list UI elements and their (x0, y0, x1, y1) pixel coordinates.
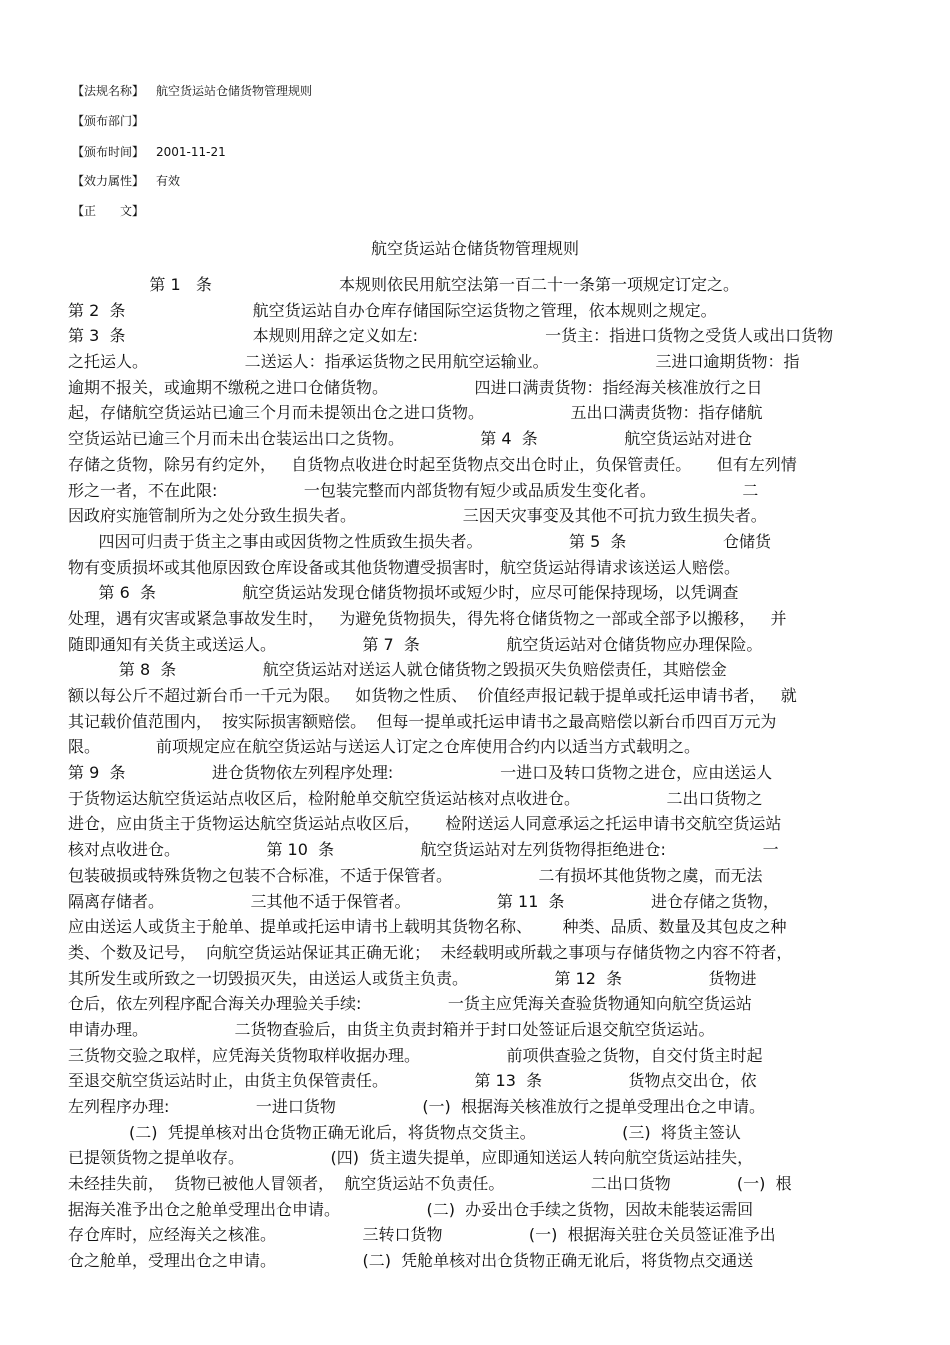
body-line: 之托运人。 二送运人：指承运货物之民用航空运输业。 三进口逾期货物：指 (68, 352, 800, 372)
body-line: 核对点收进仓。 第 10 条 航空货运站对左列货物得拒绝进仓: 一 (68, 840, 779, 860)
body-line: 第 8 条 航空货运站对送运人就仓储货物之毁损灭失负赔偿责任，其赔偿金 (68, 660, 727, 680)
body-line: 仓之舱单，受理出仓之申请。 (二) 凭舱单核对出仓货物正确无讹后，将货物点交通送 (68, 1251, 754, 1271)
body-line: 第 6 条 航空货运站发现仓储货物损坏或短少时，应尽可能保持现场，以凭调查 (68, 583, 739, 603)
body-line: 因政府实施管制所为之处分致生损失者。 三因天灾事变及其他不可抗力致生损失者。 (68, 506, 767, 526)
meta-body-label (72, 202, 156, 219)
body-line: 左列程序办理: 一进口货物 (一) 根据海关核准放行之提单受理出仓之申请。 (68, 1097, 765, 1116)
body-line: 第 1 条 本规则依民用航空法第一百二十一条第一项规定订定之。 (68, 275, 740, 294)
body-line: 仓后，依左列程序配合海关办理验关手续: 一货主应凭海关查验货物通知向航空货运站 (68, 994, 752, 1014)
meta-law-name-value: 航空货运站仓储货物管理规则 (156, 84, 313, 98)
meta-body-label-key: 【正 文】 (72, 204, 145, 218)
document-title: 航空货运站仓储货物管理规则 (370, 239, 579, 258)
body-line: 形之一者，不在此限: 一包装完整而内部货物有短少或品质发生变化者。 二 (68, 480, 759, 500)
body-line: 限。 前项规定应在航空货运站与送运人订定之仓库使用合约内以适当方式载明之。 (68, 737, 700, 757)
body-line: 至退交航空货运站时止，由货主负保管责任。 第 13 条 货物点交出仓，依 (68, 1071, 757, 1091)
body-line: 处理，遇有灾害或紧急事故发生时， 为避免货物损失，得先将仓储货物之一部或全部予以搬移， 并 (68, 608, 787, 628)
body-line: 据海关准予出仓之舱单受理出仓申请。 (二) 办妥出仓手续之货物，因故未能装运需回 (68, 1199, 754, 1219)
body-line: 起，存储航空货运站已逾三个月而未提领出仓之进口货物。 五出口满责货物：指存储航 (68, 403, 763, 423)
meta-issue-date-key: 【颁布时间】 (72, 145, 145, 159)
body-line: 隔离存储者。 三其他不适于保管者。 第 11 条 进仓存储之货物， (68, 891, 780, 911)
body-line: 应由送运人或货主于舱单、提单或托运申请书上载明其货物名称、 种类、品质、数量及其包皮之种 (68, 917, 787, 937)
body-line: 第 9 条 进仓货物依左列程序处理: 一进口及转口货物之进仓，应由送运人 (68, 763, 773, 783)
body-line: 其记载价值范围内， 按实际损害额赔偿。 但每一提单或托运申请书之最高赔偿以新台币四百万元为 (68, 711, 777, 731)
meta-law-name (72, 82, 312, 99)
body-line: 四因可归责于货主之事由或因货物之性质致生损失者。 第 5 条 仓储货 (68, 531, 772, 551)
meta-issue-date-value: 2001-11-21 (156, 145, 226, 159)
body-line: 存储之货物，除另有约定外， 自货物点收进仓时起至货物点交出仓时止，负保管责任。 但有左列情 (68, 454, 797, 474)
body-line: 额以每公斤不超过新台币一千元为限。 如货物之性质、 价值经声报记载于提单或托运申请书者， 就 (68, 686, 797, 705)
document-body (68, 272, 888, 1274)
body-line: (二) 凭提单核对出仓货物正确无讹后，将货物点交货主。 (三) 将货主签认 (68, 1122, 741, 1142)
body-line: 进仓，应由货主于货物运达航空货运站点收区后， 检附送运人同意承运之托运申请书交航空货运站 (68, 814, 782, 834)
body-line: 申请办理。 二货物查验后，由货主负责封箱并于封口处签证后退交航空货运站。 (68, 1019, 715, 1039)
meta-validity (72, 172, 180, 189)
meta-issuer-key: 【颁布部门】 (72, 114, 145, 128)
body-line: 已提领货物之提单收存。 (四) 货主遗失提单，应即通知送运人转向航空货运站挂失， (68, 1148, 754, 1168)
meta-validity-key: 【效力属性】 (72, 174, 145, 188)
meta-validity-value: 有效 (156, 174, 181, 188)
body-line: 于货物运达航空货运站点收区后，检附舱单交航空货运站核对点收进仓。 二出口货物之 (68, 788, 763, 808)
body-line: 逾期不报关，或逾期不缴税之进口仓储货物。 四进口满责货物：指经海关核准放行之日 (68, 377, 763, 397)
body-line: 存仓库时，应经海关之核准。 三转口货物 (一) 根据海关驻仓关员签证准予出 (68, 1225, 776, 1245)
body-line: 物有变质损坏或其他原因致仓库设备或其他货物遭受损害时，航空货运站得请求该送运人赔偿。 (68, 557, 741, 577)
meta-issuer (72, 112, 156, 129)
meta-law-name-key: 【法规名称】 (72, 84, 145, 98)
body-line: 第 2 条 航空货运站自办仓库存储国际空运货物之管理，依本规则之规定。 (68, 300, 717, 320)
body-line: 未经挂失前， 货物已被他人冒领者， 航空货运站不负责任。 二出口货物 (一) 根 (68, 1174, 792, 1194)
meta-issue-date (72, 143, 226, 160)
body-line: 三货物交验之取样，应凭海关货物取样收据办理。 前项供查验之货物，自交付货主时起 (68, 1045, 763, 1065)
body-line: 类、个数及记号， 向航空货运站保证其正确无讹； 未经载明或所载之事项与存储货物之内容不符者， (68, 942, 793, 962)
body-line: 随即通知有关货主或送运人。 第 7 条 航空货运站对仓储货物应办理保险。 (68, 634, 763, 654)
body-line: 第 3 条 本规则用辞之定义如左: 一货主：指进口货物之受货人或出口货物 (68, 326, 834, 346)
body-line: 空货运站已逾三个月而未出仓装运出口之货物。 第 4 条 航空货运站对进仓 (68, 429, 753, 449)
body-line: 其所发生或所致之一切毁损灭失，由送运人或货主负责。 第 12 条 货物进 (68, 968, 757, 988)
body-line: 包装破损或特殊货物之包装不合标准，不适于保管者。 二有损坏其他货物之虞，而无法 (68, 865, 763, 885)
